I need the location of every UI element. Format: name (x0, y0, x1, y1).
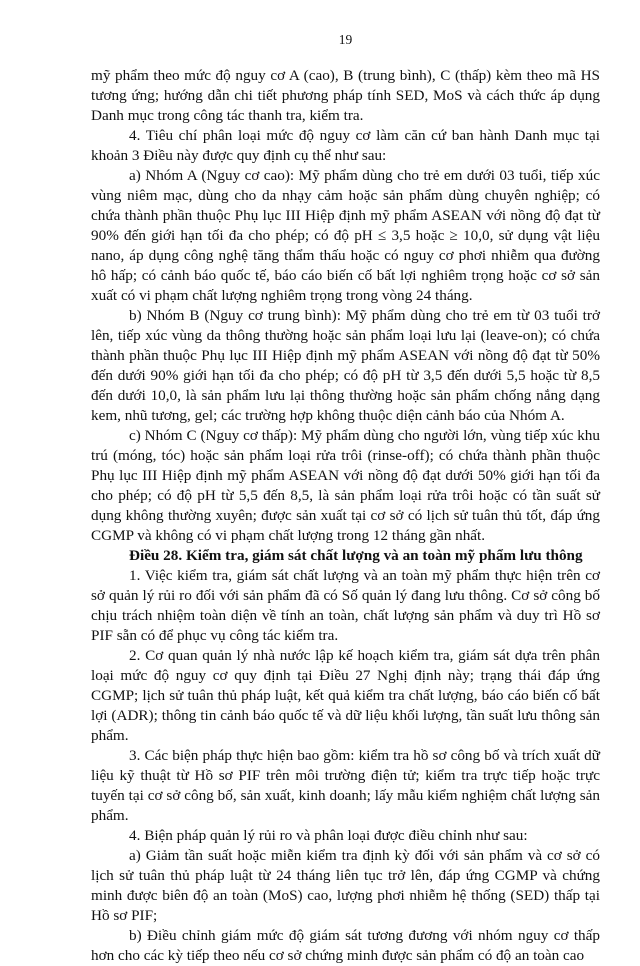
paragraph-article-28-clause-2: 2. Cơ quan quản lý nhà nước lập kế hoạch kiểm tra, giám sát dựa trên phân loại mức độ nguy cơ quy định tại Điều 27 Nghị định này; trạng thái đáp ứng CGMP; lịch sử tuân thủ pháp luật, kết quả kiểm tra chất lượng, báo cáo biến cố bất lợi (ADR); thông tin cảnh báo quốc tế và dữ liệu khối lượng, tần suất lưu thông sản phẩm. (91, 647, 600, 744)
page-number: 19 (338, 32, 353, 47)
paragraph-criteria-clause-4: 4. Tiêu chí phân loại mức độ nguy cơ làm căn cứ ban hành Danh mục tại khoản 3 Điều này được quy định cụ thể như sau: (91, 127, 600, 164)
paragraph-clause-4-point-b: b) Điều chỉnh giám mức độ giám sát tương đương với nhóm nguy cơ thấp hơn cho các kỳ tiếp theo nếu cơ sở chứng minh được sản phẩm có độ an toàn cao (91, 927, 600, 964)
paragraph-article-28-clause-3: 3. Các biện pháp thực hiện bao gồm: kiểm tra hồ sơ công bố và trích xuất dữ liệu kỹ thuật từ Hồ sơ PIF trên môi trường điện tử; kiểm tra trực tiếp hoặc trực tuyến tại cơ sở công bố, sản xuất, kinh doanh; lấy mẫu kiểm nghiệm chất lượng sản phẩm. (91, 747, 600, 824)
paragraph-clause-4-point-a: a) Giảm tần suất hoặc miễn kiểm tra định kỳ đối với sản phẩm và cơ sở có lịch sử tuân thủ pháp luật từ 24 tháng liên tục trở lên, đáp ứng CGMP và chứng minh được biên độ an toàn (MoS) cao, lượng phơi nhiễm hệ thống (SED) thấp tại Hồ sơ PIF; (91, 847, 600, 924)
paragraph-group-b: b) Nhóm B (Nguy cơ trung bình): Mỹ phẩm dùng cho trẻ em từ 03 tuổi trở lên, tiếp xúc vùng da thông thường hoặc sản phẩm loại lưu lại (leave-on); có chứa thành phần thuộc Phụ lục III Hiệp định mỹ phẩm ASEAN với nồng độ đạt từ 50% đến dưới 90% giới hạn tối đa cho phép; có độ pH từ 3,5 đến dưới 5,5 hoặc từ 8,5 đến dưới 10,0, là sản phẩm lưu lại thông thường hoặc sản phẩm chống nắng dạng kem, nhũ tương, gel; các trường hợp không thuộc diện cảnh báo của Nhóm A. (91, 307, 600, 424)
paragraph-group-a: a) Nhóm A (Nguy cơ cao): Mỹ phẩm dùng cho trẻ em dưới 03 tuổi, tiếp xúc vùng niêm mạc, dùng cho da nhạy cảm hoặc sản phẩm dùng chuyên nghiệp; có chứa thành phần thuộc Phụ lục III Hiệp định mỹ phẩm ASEAN với nồng độ đạt từ 90% đến giới hạn tối đa cho phép; có độ pH ≤ 3,5 hoặc ≥ 10,0, sử dụng vật liệu nano, áp dụng công nghệ tăng thẩm thấu hoặc có nguy cơ phơi nhiễm qua đường hô hấp; có cảnh báo quốc tế, báo cáo biến cố bất lợi nghiêm trọng hoặc cơ sở sản xuất có vi phạm chất lượng nghiêm trọng trong vòng 24 tháng. (91, 167, 600, 304)
article-28-heading: Điều 28. Kiểm tra, giám sát chất lượng và an toàn mỹ phẩm lưu thông (129, 547, 583, 564)
paragraph-group-c: c) Nhóm C (Nguy cơ thấp): Mỹ phẩm dùng cho người lớn, vùng tiếp xúc khu trú (móng, tóc) hoặc sản phẩm loại rửa trôi (rinse-off); có chứa thành phần thuộc Phụ lục III Hiệp định mỹ phẩm ASEAN với nồng độ đạt dưới 50% giới hạn tối đa cho phép; có độ pH từ 5,5 đến 8,5, là sản phẩm loại rửa trôi hoặc có tần suất sử dụng không thường xuyên; được sản xuất tại cơ sở có lịch sử tuân thủ tốt, đáp ứng CGMP và không có vi phạm chất lượng trong 12 tháng gần nhất. (91, 427, 600, 544)
paragraph-intro-continuation: mỹ phẩm theo mức độ nguy cơ A (cao), B (trung bình), C (thấp) kèm theo mã HS tương ứng; hướng dẫn chi tiết phương pháp tính SED, MoS và cách thức áp dụng Danh mục trong công tác thanh tra, kiểm tra. (91, 67, 600, 124)
paragraph-article-28-clause-4: 4. Biện pháp quản lý rủi ro và phân loại được điều chỉnh như sau: (129, 827, 528, 844)
paragraph-article-28-clause-1: 1. Việc kiểm tra, giám sát chất lượng và an toàn mỹ phẩm thực hiện trên cơ sở quản lý rủi ro đối với sản phẩm đã có Số quản lý đang lưu thông. Cơ sở công bố chịu trách nhiệm toàn diện về tính an toàn, chất lượng sản phẩm và duy trì Hồ sơ PIF sẵn có để phục vụ công tác kiểm tra. (91, 567, 600, 644)
